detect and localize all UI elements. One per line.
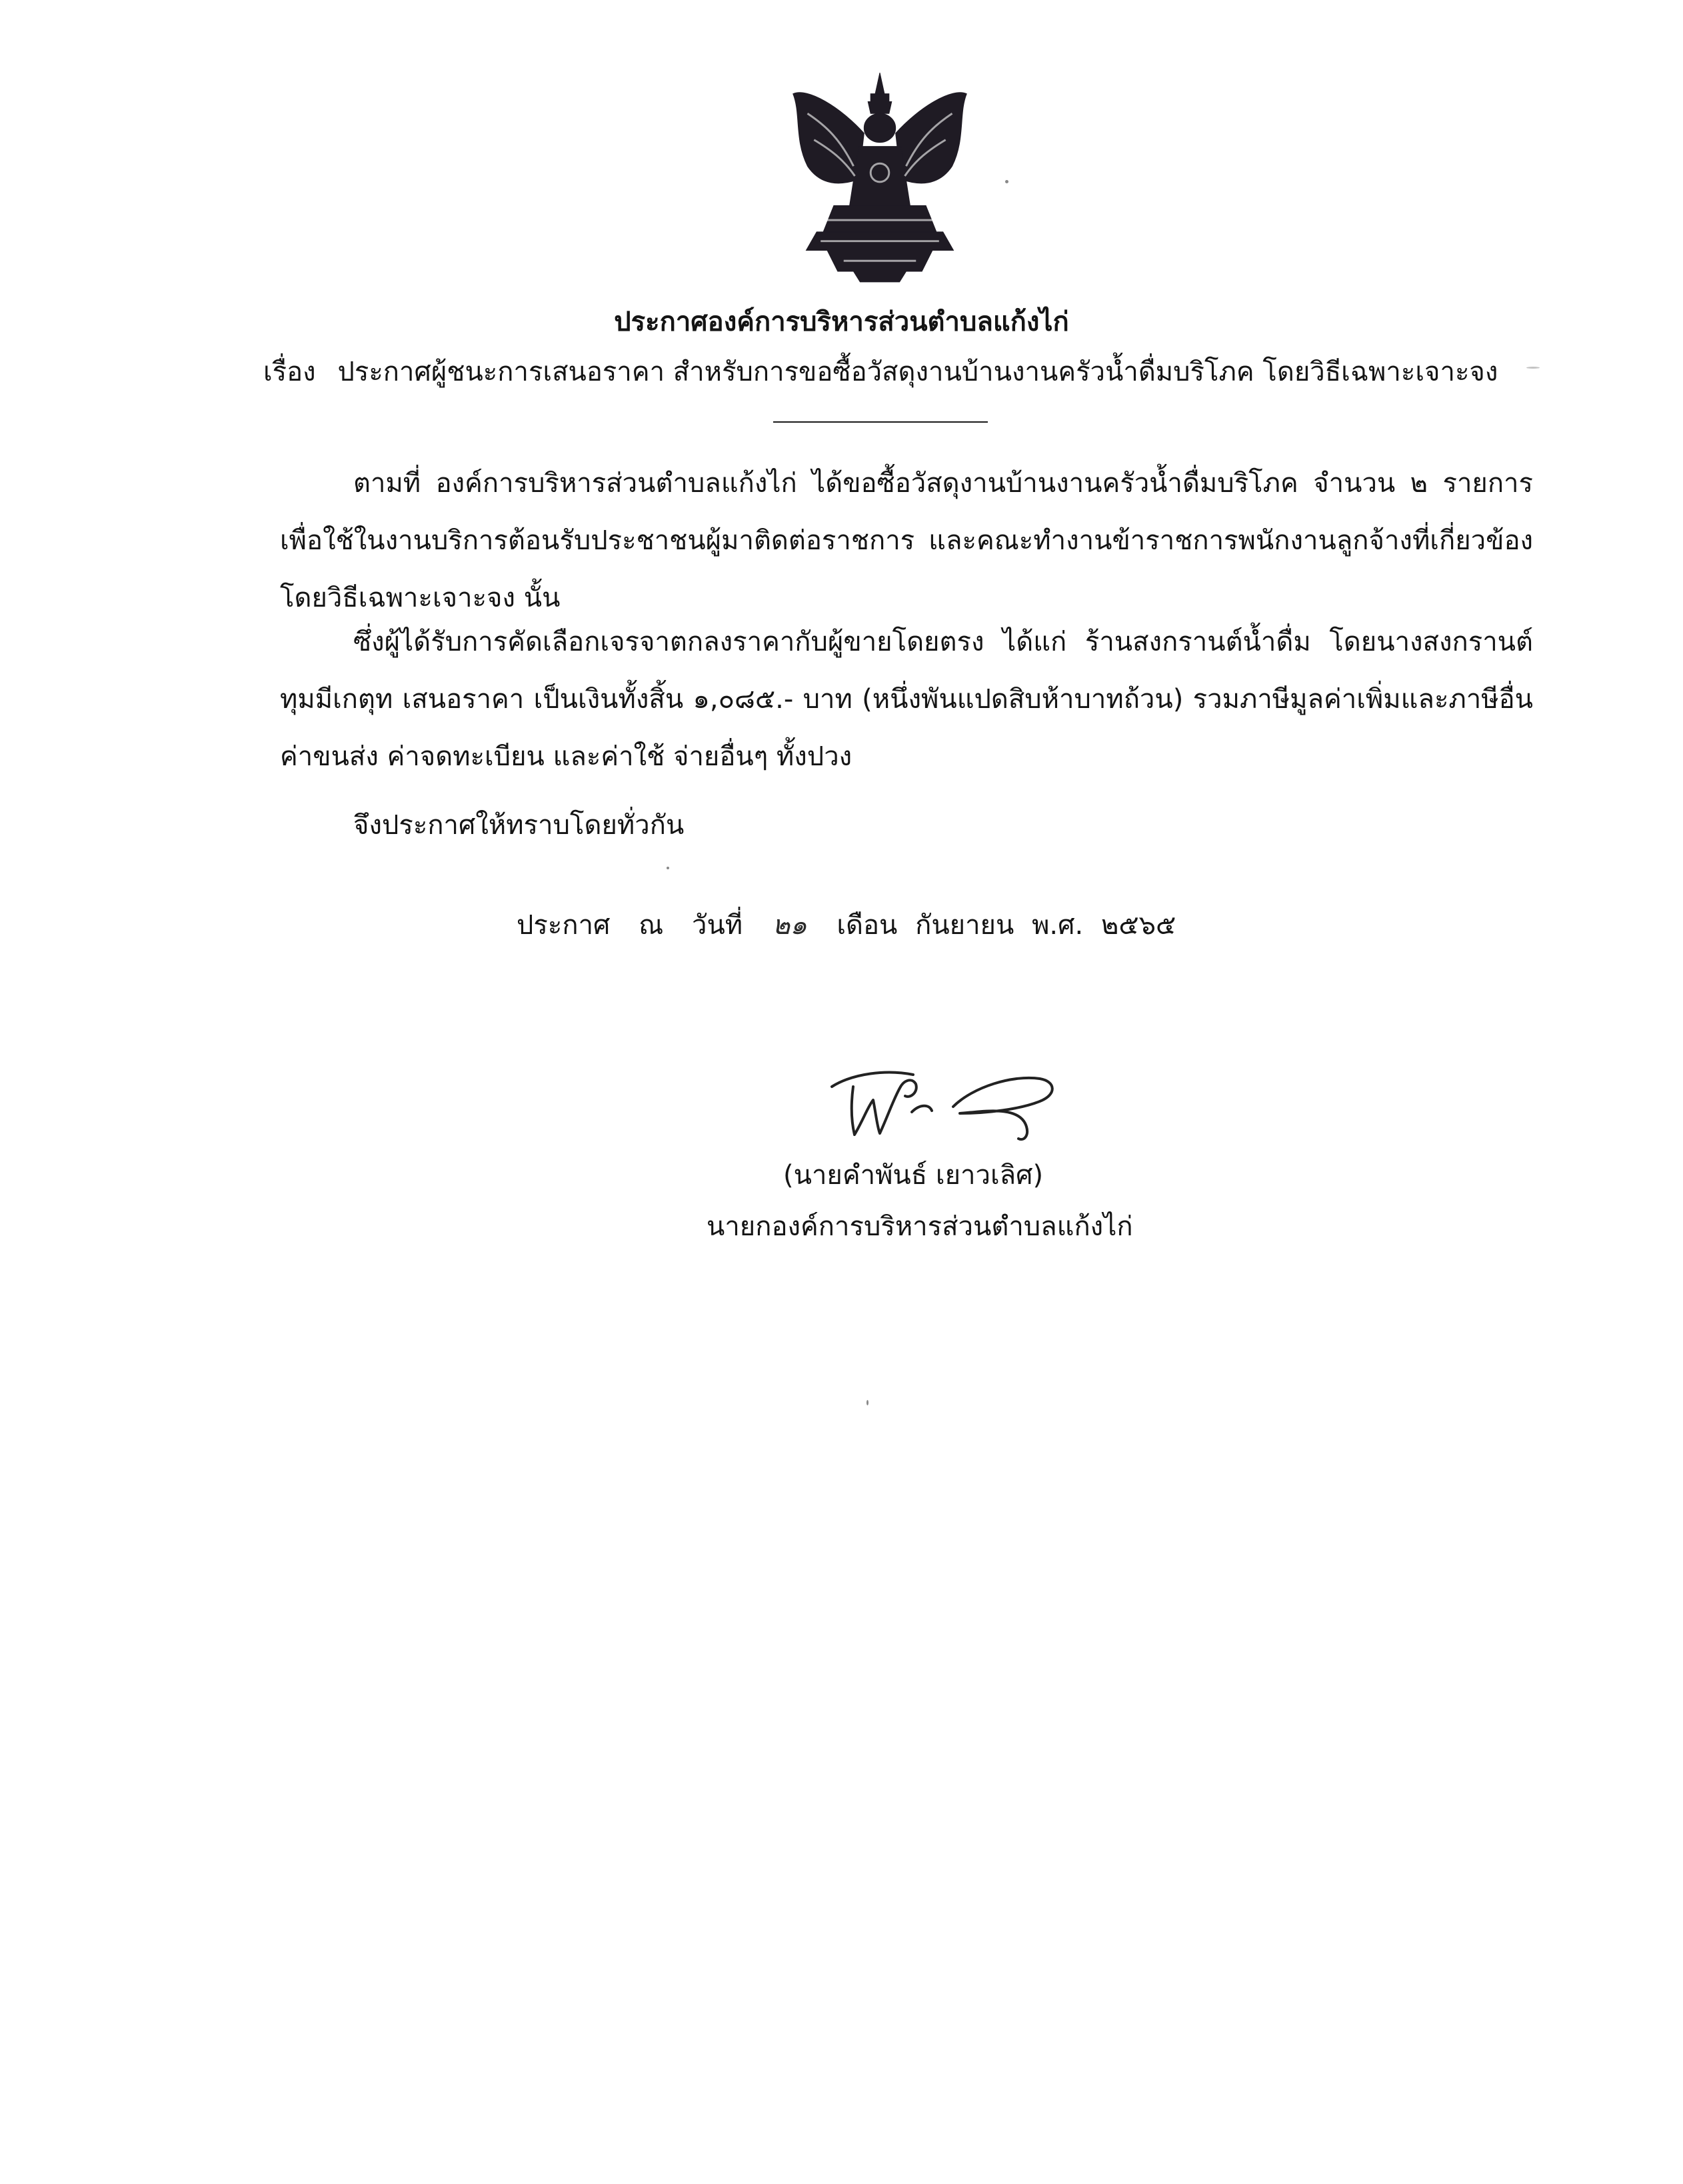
date-day-label: วันที่ [691,910,743,941]
date-month-label: เดือน [837,910,898,941]
date-day-handwritten: ๒๑ [772,910,807,941]
announcement-date [517,907,1176,944]
garuda-emblem [781,67,978,285]
scan-speck [1005,180,1008,183]
scan-speck [667,867,669,869]
handwritten-signature [827,1060,1066,1147]
body-paragraph-1: ตามที่ องค์การบริหารส่วนตำบลแก้งไก่ ได้ขอซื้อวัสดุงานบ้านงานครัวน้ำดื่มบริโภค จำนวน ๒ รายการ เพื่อใช้ในงานบริการต้อนรับประชาชนผู้มาติดต่อราชการ และคณะทำงานข้าราชการพนักงานลูกจ้างที่เกี่ยวข้อง โดยวิธีเฉพาะเจาะจง นั้น [280,468,1533,613]
subject-label: เรื่อง [263,357,316,387]
signer-name: (นายคำพันธ์ เยาวเลิศ) [783,1160,1044,1191]
announcement-title: ประกาศองค์การบริหารส่วนตำบลแก้งไก่ [614,307,1069,337]
date-year: ๒๕๖๕ [1100,910,1176,941]
date-announce-word: ประกาศ [517,910,611,941]
divider-line [773,421,988,423]
signer-position: นายกองค์การบริหารส่วนตำบลแก้งไก่ [707,1211,1133,1242]
date-at-word: ณ [639,910,664,941]
scan-speck [1526,367,1540,369]
closing-statement: จึงประกาศให้ทราบโดยทั่วกัน [353,810,685,841]
scan-speck [866,1400,868,1405]
body-paragraph-2: ซึ่งผู้ได้รับการคัดเลือกเจรจาตกลงราคากับผู้ขายโดยตรง ได้แก่ ร้านสงกรานต์น้ำดื่ม โดยนางสงกรานต์ ทุมมีเกตุท เสนอราคา เป็นเงินทั้งสิ้น ๑,๐๘๕.- บาท (หนึ่งพันแปดสิบห้าบาทถ้วน) รวมภาษีมูลค่าเพิ่มและภาษีอื่น ค่าขนส่ง ค่าจดทะเบียน และค่าใช้ จ่ายอื่นๆ ทั้งปวง [280,627,1533,772]
date-year-label: พ.ศ. [1032,910,1084,941]
subject-text: ประกาศผู้ชนะการเสนอราคา สำหรับการขอซื้อวัสดุงานบ้านงานครัวน้ำดื่มบริโภค โดยวิธีเฉพาะเจาะจง [337,357,1498,387]
subject-line [263,353,1516,391]
date-month: กันยายน [915,910,1014,941]
